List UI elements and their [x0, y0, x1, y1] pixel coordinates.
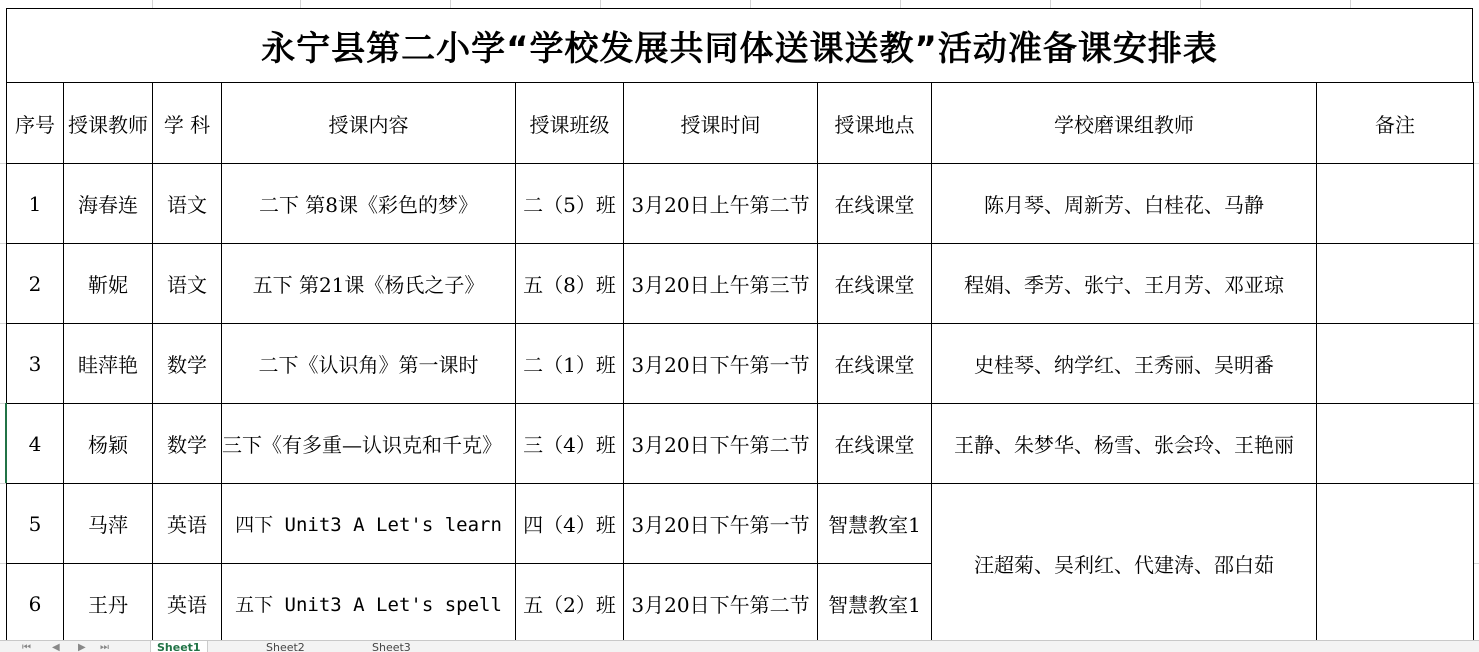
cell-time[interactable]: 3月20日上午第三节	[624, 244, 818, 324]
last-sheet-icon[interactable]: ⏭	[100, 642, 109, 652]
cell-teacher[interactable]: 眭萍艳	[64, 324, 153, 404]
table-row	[7, 324, 1474, 404]
cell-teacher[interactable]: 海春连	[64, 164, 153, 244]
cell-time[interactable]: 3月20日下午第二节	[624, 564, 818, 644]
cell-group[interactable]: 王静、朱梦华、杨雪、张会玲、王艳丽	[932, 404, 1317, 484]
cell-remark[interactable]	[1317, 164, 1474, 244]
header-remark[interactable]: 备注	[1317, 83, 1474, 164]
cell-content[interactable]: 四下 Unit3 A Let's learn	[222, 484, 516, 564]
cell-subject[interactable]: 数学	[153, 404, 222, 484]
prev-sheet-icon[interactable]: ◀	[52, 642, 60, 652]
cell-remark-merged[interactable]	[1317, 484, 1474, 644]
cell-time[interactable]: 3月20日下午第一节	[624, 484, 818, 564]
table-row	[7, 404, 1474, 484]
cell-class[interactable]: 五（8）班	[516, 244, 624, 324]
cell-teacher[interactable]: 杨颖	[64, 404, 153, 484]
cell-location[interactable]: 在线课堂	[818, 404, 932, 484]
first-sheet-icon[interactable]: ⏮	[22, 642, 31, 652]
cell-location[interactable]: 在线课堂	[818, 244, 932, 324]
cell-group[interactable]: 陈月琴、周新芳、白桂花、马静	[932, 164, 1317, 244]
cell-subject[interactable]: 数学	[153, 324, 222, 404]
cell-content[interactable]: 三下《有多重—认识克和千克》	[222, 404, 516, 484]
cell-index[interactable]: 5	[7, 484, 64, 564]
cell-class[interactable]: 二（5）班	[516, 164, 624, 244]
cell-index[interactable]: 3	[7, 324, 64, 404]
cell-teacher[interactable]: 靳妮	[64, 244, 153, 324]
tab-sheet3[interactable]: Sheet3	[372, 641, 411, 652]
column-gridlines	[0, 0, 1479, 8]
header-index[interactable]: 序号	[7, 83, 64, 164]
header-class[interactable]: 授课班级	[516, 83, 624, 164]
header-content[interactable]: 授课内容	[222, 83, 516, 164]
cell-group[interactable]: 史桂琴、纳学红、王秀丽、吴明番	[932, 324, 1317, 404]
sheet-tab-bar	[0, 640, 1479, 652]
cell-group-merged[interactable]: 汪超菊、吴利红、代建涛、邵白茹	[932, 484, 1317, 644]
cell-teacher[interactable]: 王丹	[64, 564, 153, 644]
schedule-table	[6, 82, 1474, 644]
cell-subject[interactable]: 英语	[153, 484, 222, 564]
cell-index[interactable]: 2	[7, 244, 64, 324]
title-cell[interactable]	[6, 8, 1473, 82]
cell-content[interactable]: 五下 第21课《杨氏之子》	[222, 244, 516, 324]
cell-time[interactable]: 3月20日下午第一节	[624, 324, 818, 404]
cell-subject[interactable]: 语文	[153, 244, 222, 324]
cell-index[interactable]: 6	[7, 564, 64, 644]
tab-sheet2[interactable]: Sheet2	[266, 641, 305, 652]
cell-remark[interactable]	[1317, 324, 1474, 404]
header-group[interactable]: 学校磨课组教师	[932, 83, 1317, 164]
cell-time[interactable]: 3月20日下午第二节	[624, 404, 818, 484]
cell-class[interactable]: 三（4）班	[516, 404, 624, 484]
cell-index[interactable]: 1	[7, 164, 64, 244]
header-location[interactable]: 授课地点	[818, 83, 932, 164]
cell-subject[interactable]: 英语	[153, 564, 222, 644]
header-subject[interactable]: 学 科	[153, 83, 222, 164]
cell-time[interactable]: 3月20日上午第二节	[624, 164, 818, 244]
table-row	[7, 164, 1474, 244]
cell-content[interactable]: 二下《认识角》第一课时	[222, 324, 516, 404]
cell-class[interactable]: 二（1）班	[516, 324, 624, 404]
cell-content[interactable]: 五下 Unit3 A Let's spell	[222, 564, 516, 644]
table-row	[7, 244, 1474, 324]
cell-teacher[interactable]: 马萍	[64, 484, 153, 564]
cell-remark[interactable]	[1317, 404, 1474, 484]
cell-location[interactable]: 在线课堂	[818, 164, 932, 244]
page-title: 永宁县第二小学“学校发展共同体送课送教”活动准备课安排表	[261, 29, 1218, 69]
cell-location[interactable]: 智慧教室1	[818, 484, 932, 564]
header-row	[7, 83, 1474, 164]
cell-content[interactable]: 二下 第8课《彩色的梦》	[222, 164, 516, 244]
next-sheet-icon[interactable]: ▶	[78, 642, 86, 652]
cell-index[interactable]: 4	[7, 404, 64, 484]
table-row	[7, 484, 1474, 564]
cell-location[interactable]: 在线课堂	[818, 324, 932, 404]
cell-group[interactable]: 程娟、季芳、张宁、王月芳、邓亚琼	[932, 244, 1317, 324]
cell-class[interactable]: 四（4）班	[516, 484, 624, 564]
cell-class[interactable]: 五（2）班	[516, 564, 624, 644]
header-teacher[interactable]: 授课教师	[64, 83, 153, 164]
tab-sheet1[interactable]: Sheet1	[150, 641, 208, 652]
cell-remark[interactable]	[1317, 244, 1474, 324]
row-selection-marker	[5, 403, 7, 483]
cell-subject[interactable]: 语文	[153, 164, 222, 244]
header-time[interactable]: 授课时间	[624, 83, 818, 164]
cell-location[interactable]: 智慧教室1	[818, 564, 932, 644]
